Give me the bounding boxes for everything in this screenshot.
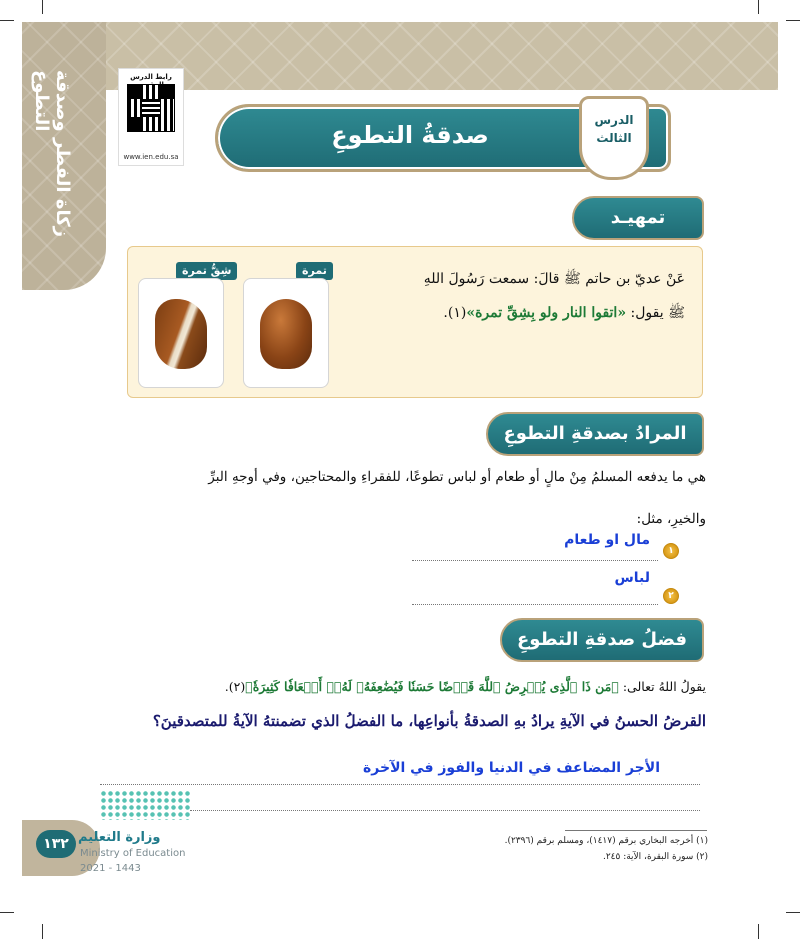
date-fruit-icon xyxy=(260,299,312,369)
qr-url: www.ien.edu.sa xyxy=(123,153,179,161)
crop-mark xyxy=(0,912,14,913)
lesson-tag-line1: الدرس xyxy=(594,113,634,127)
quran-verse: ﴿مَن ذَا ٱلَّذِى يُقۡرِضُ ٱللَّهَ قَرۡضًا حَسَنٗا فَيُضَٰعِفَهُۥ لَهُۥٓ أَضۡعَافٗا كَثِيرَةٗ﴾ xyxy=(245,679,619,694)
section-heading-meaning: المرادُ بصدقةِ التطوعِ xyxy=(486,412,704,456)
lesson-number-tag xyxy=(579,96,649,180)
footnote-rule xyxy=(565,830,707,831)
intro-line-2 xyxy=(355,296,685,330)
footnote-2: (٢) سورة البقرة، الآية: ٢٤٥. xyxy=(602,852,708,862)
intro-text xyxy=(355,262,685,330)
lesson-title: صدقةُ التطوعِ xyxy=(331,121,489,149)
virtue-question: القرضُ الحسنُ في الآيةِ يرادُ بهِ الصدقةُ بأنواعِها، ما الفضلُ الذي تضمنتهُ الآيةُ للمتصدقينَ؟ xyxy=(152,712,706,730)
crop-mark xyxy=(758,0,759,14)
meaning-paragraph-line2: والخيرِ، مثل: xyxy=(636,511,706,527)
date-image xyxy=(243,278,329,388)
answer-1[interactable]: مال او طعام xyxy=(564,532,650,548)
unit-title xyxy=(30,70,74,280)
ministry-name-ar: وزارة التعليم xyxy=(78,830,161,845)
section-heading-virtue: فضلُ صدقةِ التطوعِ xyxy=(500,618,704,662)
verse-footnote-ref: (٢). xyxy=(224,679,246,694)
half-date-fruit-icon xyxy=(155,299,207,369)
meaning-paragraph-line1: هي ما يدفعه المسلمُ مِنْ مالٍ أو طعام أو لباس تطوعًا، للفقراءِ والمحتاجين، وفي أوجهِ البرِّ xyxy=(208,469,706,485)
hadith-footnote-ref: (١). xyxy=(443,305,467,321)
half-date-label: شِقُّ تمرة xyxy=(176,262,237,280)
virtue-answer-line-1 xyxy=(100,784,700,785)
answer-line-1 xyxy=(412,560,658,561)
verse-line xyxy=(100,676,706,698)
crop-mark xyxy=(786,20,800,21)
half-date-image xyxy=(138,278,224,388)
footnote-1: (١) أخرجه البخاري برقم (١٤١٧)، ومسلم برقم (٢٣٩٦). xyxy=(504,836,708,846)
crop-mark xyxy=(0,20,14,21)
qr-code-icon[interactable] xyxy=(128,85,174,131)
unit-title-text: زكاة الفطر وصدقة التطوع xyxy=(31,70,73,238)
page-number: ١٣٢ xyxy=(36,830,76,858)
crop-mark xyxy=(42,924,43,939)
ministry-logo-dots xyxy=(100,790,190,820)
verse-intro: يقولُ اللهُ تعالى: xyxy=(618,679,706,694)
date-label: تمرة xyxy=(296,262,333,280)
crop-mark xyxy=(758,924,759,939)
virtue-answer[interactable]: الأجر المضاعف في الدنيا والفوز في الآخرة xyxy=(363,760,660,776)
bullet-1: ١ xyxy=(663,543,679,559)
ministry-name-en: Ministry of Education xyxy=(80,848,186,859)
intro-line-1: عَنْ عديّ بن حاتم ﷺ قالَ: سمعت رَسُولَ اللهِ xyxy=(423,271,685,287)
section-heading-intro: تمهيـد xyxy=(572,196,704,240)
crop-mark xyxy=(786,912,800,913)
bullet-2: ٢ xyxy=(663,588,679,604)
virtue-answer-line-2 xyxy=(190,810,700,811)
answer-2[interactable]: لباس xyxy=(614,570,650,586)
lesson-tag-line2: الثالث xyxy=(596,131,632,145)
answer-line-2 xyxy=(412,604,658,605)
qr-label: رابط الدرس xyxy=(130,73,172,81)
hadith-text: «اتقوا النار ولو بِشِقِّ تمرة» xyxy=(466,305,627,321)
digital-lesson-qr[interactable] xyxy=(118,68,184,166)
ministry-year: 2021 - 1443 xyxy=(80,863,141,874)
intro-line-2-prefix: ﷺ يقول: xyxy=(626,305,685,321)
crop-mark xyxy=(42,0,43,14)
